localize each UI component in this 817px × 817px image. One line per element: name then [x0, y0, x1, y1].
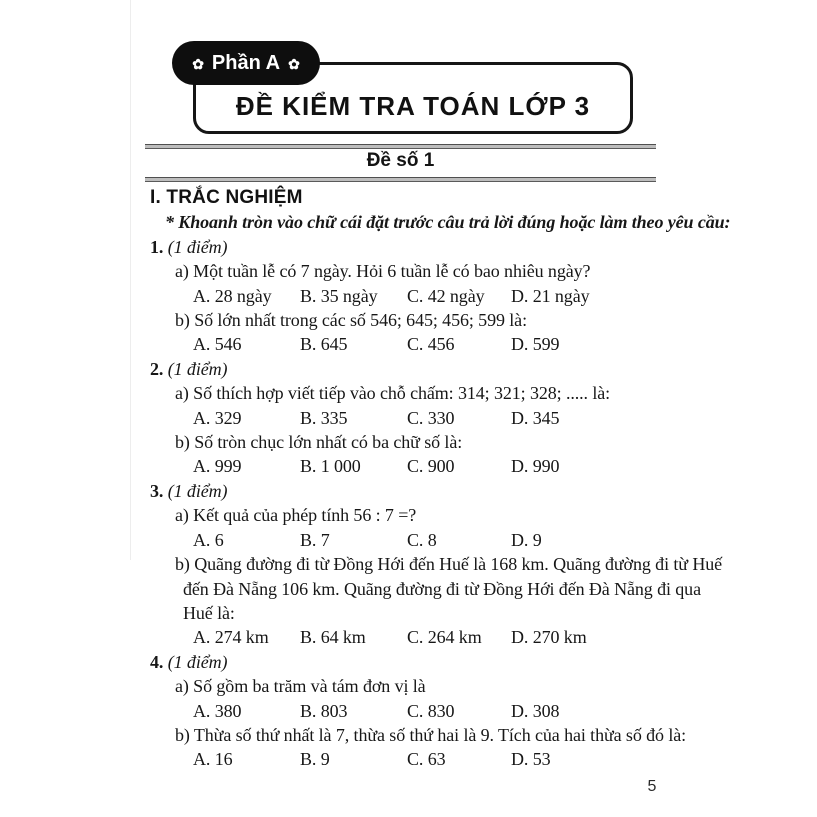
- part-label: Phần A: [211, 51, 281, 74]
- divider-line-top: [145, 144, 656, 149]
- answer-option: C. 900: [407, 456, 455, 477]
- flower-icon: ✿: [288, 56, 300, 72]
- answer-option: D. 53: [511, 749, 551, 770]
- question-part-text: b) Số lớn nhất trong các số 546; 645; 456; 599 là:: [175, 310, 527, 331]
- part-badge: [172, 41, 320, 85]
- instruction: * Khoanh tròn vào chữ cái đặt trước câu trả lời đúng hoặc làm theo yêu cầu:: [165, 212, 731, 233]
- answer-options-row: [150, 528, 662, 552]
- answer-option: A. 274 km: [193, 627, 269, 648]
- question-part-text: a) Một tuần lễ có 7 ngày. Hỏi 6 tuần lễ có bao nhiêu ngày?: [175, 261, 591, 282]
- answer-options-row: [150, 699, 662, 723]
- answer-option: B. 9: [300, 749, 330, 770]
- question-points: (1 điểm): [167, 651, 228, 672]
- answer-option: D. 21 ngày: [511, 285, 590, 306]
- answer-options-row: [150, 284, 662, 308]
- page-title: ĐỀ KIỂM TRA TOÁN LỚP 3: [235, 91, 591, 121]
- answer-option: C. 456: [407, 334, 455, 355]
- answer-option: C. 830: [407, 700, 455, 721]
- answer-option: B. 645: [300, 334, 348, 355]
- answer-options-row: [150, 332, 662, 356]
- question-number-line: [150, 235, 662, 259]
- question-number-line: [150, 650, 662, 674]
- answer-option: D. 990: [511, 456, 560, 477]
- question-points: (1 điểm): [167, 358, 228, 379]
- question-part-text: b) Số tròn chục lớn nhất có ba chữ số là:: [175, 432, 463, 453]
- question-points: (1 điểm): [167, 236, 228, 257]
- answer-option: D. 345: [511, 407, 560, 428]
- flower-icon: ✿: [192, 56, 204, 72]
- answer-option: C. 264 km: [407, 627, 482, 648]
- answer-option: C. 330: [407, 407, 455, 428]
- question-part-text: đến Đà Nẵng 106 km. Quãng đường đi từ Đồng Hới đến Đà Nẵng đi qua: [183, 578, 701, 599]
- answer-options-row: [150, 625, 662, 649]
- answer-option: D. 270 km: [511, 627, 587, 648]
- answer-option: A. 6: [193, 529, 224, 550]
- answer-option: B. 7: [300, 529, 330, 550]
- question-part-text: a) Số gồm ba trăm và tám đơn vị là: [175, 676, 426, 697]
- answer-option: C. 63: [407, 749, 446, 770]
- answer-option: A. 16: [193, 749, 233, 770]
- answer-options-row: [150, 747, 662, 771]
- answer-options-row: [150, 454, 662, 478]
- question-part-text: b) Quãng đường đi từ Đồng Hới đến Huế là 168 km. Quãng đường đi từ Huế: [175, 554, 723, 575]
- answer-option: C. 42 ngày: [407, 285, 485, 306]
- divider-line-bottom: [145, 177, 656, 182]
- answer-option: A. 380: [193, 700, 242, 721]
- exam-number: Đề số 1: [366, 150, 435, 171]
- question-number: 4.: [150, 651, 164, 672]
- question-part-text: Huế là:: [183, 602, 235, 623]
- answer-option: B. 1 000: [300, 456, 361, 477]
- questions-list: [150, 235, 723, 772]
- answer-option: B. 35 ngày: [300, 285, 378, 306]
- question-part-text: a) Kết quả của phép tính 56 : 7 =?: [175, 505, 417, 526]
- question-part-text: a) Số thích hợp viết tiếp vào chỗ chấm: 314; 321; 328; ..... là:: [175, 383, 611, 404]
- question-number: 3.: [150, 480, 164, 501]
- question-part-text: b) Thừa số thứ nhất là 7, thừa số thứ hai là 9. Tích của hai thừa số đó là:: [175, 724, 687, 745]
- answer-option: A. 546: [193, 334, 242, 355]
- answer-option: B. 64 km: [300, 627, 366, 648]
- answer-option: A. 329: [193, 407, 242, 428]
- answer-option: B. 335: [300, 407, 348, 428]
- answer-option: D. 9: [511, 529, 542, 550]
- exam-content: [150, 186, 731, 772]
- answer-option: D. 308: [511, 700, 560, 721]
- question-number-line: [150, 479, 662, 503]
- answer-option: A. 28 ngày: [193, 285, 272, 306]
- question-number: 1.: [150, 236, 164, 257]
- page-number: 5: [647, 778, 657, 795]
- answer-option: D. 599: [511, 334, 560, 355]
- answer-option: A. 999: [193, 456, 242, 477]
- scanned-page-edge: [130, 0, 131, 560]
- answer-option: C. 8: [407, 529, 437, 550]
- question-number-line: [150, 357, 662, 381]
- answer-options-row: [150, 406, 662, 430]
- question-number: 2.: [150, 358, 164, 379]
- answer-option: B. 803: [300, 700, 348, 721]
- section-heading: I. TRẮC NGHIỆM: [150, 187, 303, 208]
- question-points: (1 điểm): [167, 480, 228, 501]
